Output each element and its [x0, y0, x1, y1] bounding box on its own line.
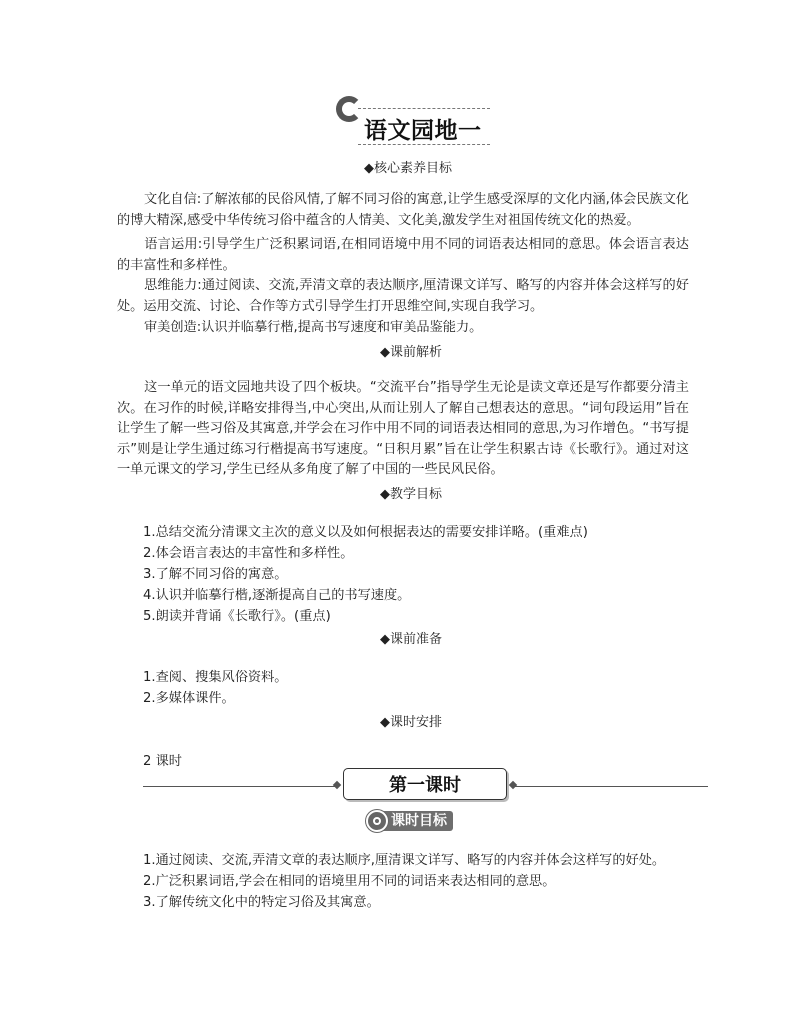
section-heading-goals: ◆教学目标: [380, 487, 442, 502]
title-dash-top: [358, 108, 490, 109]
page-title: 语文园地一: [364, 118, 482, 144]
lesson-goals-list: [143, 850, 703, 913]
section-heading-analysis: ◆课前解析: [380, 345, 442, 360]
schedule-value: 2 课时: [143, 754, 182, 769]
title-arc-decoration: [336, 96, 362, 122]
list-item: 3.了解不同习俗的寓意。: [143, 567, 288, 582]
list-item: 1.总结交流分清课文主次的意义以及如何根据表达的需要安排详略。(重难点): [143, 525, 588, 540]
section-heading-core: ◆核心素养目标: [364, 161, 452, 176]
list-item: 1.通过阅读、交流,弄清文章的表达顺序,厘清课文详写、略写的内容并体会这样写的好处。: [143, 853, 666, 868]
core-paragraph-2: [117, 235, 689, 276]
section-heading-prep: ◆课前准备: [380, 632, 442, 647]
banner-rule-left: [143, 786, 339, 787]
list-item: 2.广泛积累词语,学会在相同的语境里用不同的词语来表达相同的意思。: [143, 874, 556, 889]
core-paragraph-4: [117, 318, 689, 339]
lesson-goal-tag-label: 课时目标: [382, 811, 453, 831]
target-icon: [366, 810, 388, 832]
prep-list: [143, 667, 703, 709]
lesson-banner: 第一课时: [343, 768, 507, 800]
banner-dot-left: [333, 781, 341, 789]
core-paragraph-3: [117, 276, 689, 317]
core-paragraph-3-text: 思维能力:通过阅读、交流,弄清文章的表达顺序,厘清课文详写、略写的内容并体会这样写的好处。运用交流、讨论、合作等方式引导学生打开思维空间,实现自我学习。: [117, 278, 689, 314]
core-paragraph-1: [117, 190, 689, 231]
section-heading-schedule: ◆课时安排: [380, 715, 442, 730]
goals-list: [143, 522, 703, 627]
title-block: [336, 96, 496, 154]
core-paragraph-2-text: 语言运用:引导学生广泛积累词语,在相同语境中用不同的词语表达相同的意思。体会语言表达的丰富性和多样性。: [117, 237, 689, 273]
list-item: 3.了解传统文化中的特定习俗及其寓意。: [143, 895, 380, 910]
banner-dot-right: [509, 781, 517, 789]
core-paragraph-1-text: 文化自信:了解浓郁的民俗风情,了解不同习俗的寓意,让学生感受深厚的文化内涵,体会民族文化的博大精深,感受中华传统习俗中蕴含的人情美、文化美,激发学生对祖国传统文化的热爱。: [117, 192, 689, 228]
core-paragraph-4-text: 审美创造:认识并临摹行楷,提高书写速度和审美品鉴能力。: [144, 320, 483, 335]
list-item: 2.体会语言表达的丰富性和多样性。: [143, 546, 354, 561]
list-item: 5.朗读并背诵《长歌行》。(重点): [143, 609, 331, 624]
analysis-paragraph-text: 这一单元的语文园地共设了四个板块。“交流平台”指导学生无论是读文章还是写作都要分清主次。在习作的时候,详略安排得当,中心突出,从而让别人了解自己想表达的意思。“词句段运用”旨在让学生了解一些习俗及其寓意,并学会在习作中用不同的词语表达相同的意思,为习作增色。“书写提示”则是让学生通过练习行楷提高书写速度。“日积月累”旨在让学生积累古诗《长歌行》。通过对这一单元课文的学习,学生已经从多角度了解了中国的一些民风民俗。: [117, 380, 689, 477]
list-item: 1.查阅、搜集风俗资料。: [143, 670, 288, 685]
list-item: 2.多媒体课件。: [143, 691, 235, 706]
list-item: 4.认识并临摹行楷,逐渐提高自己的书写速度。: [143, 588, 411, 603]
banner-rule-right: [512, 786, 708, 787]
lesson-goal-tag: [366, 810, 462, 832]
analysis-paragraph: [117, 378, 689, 481]
